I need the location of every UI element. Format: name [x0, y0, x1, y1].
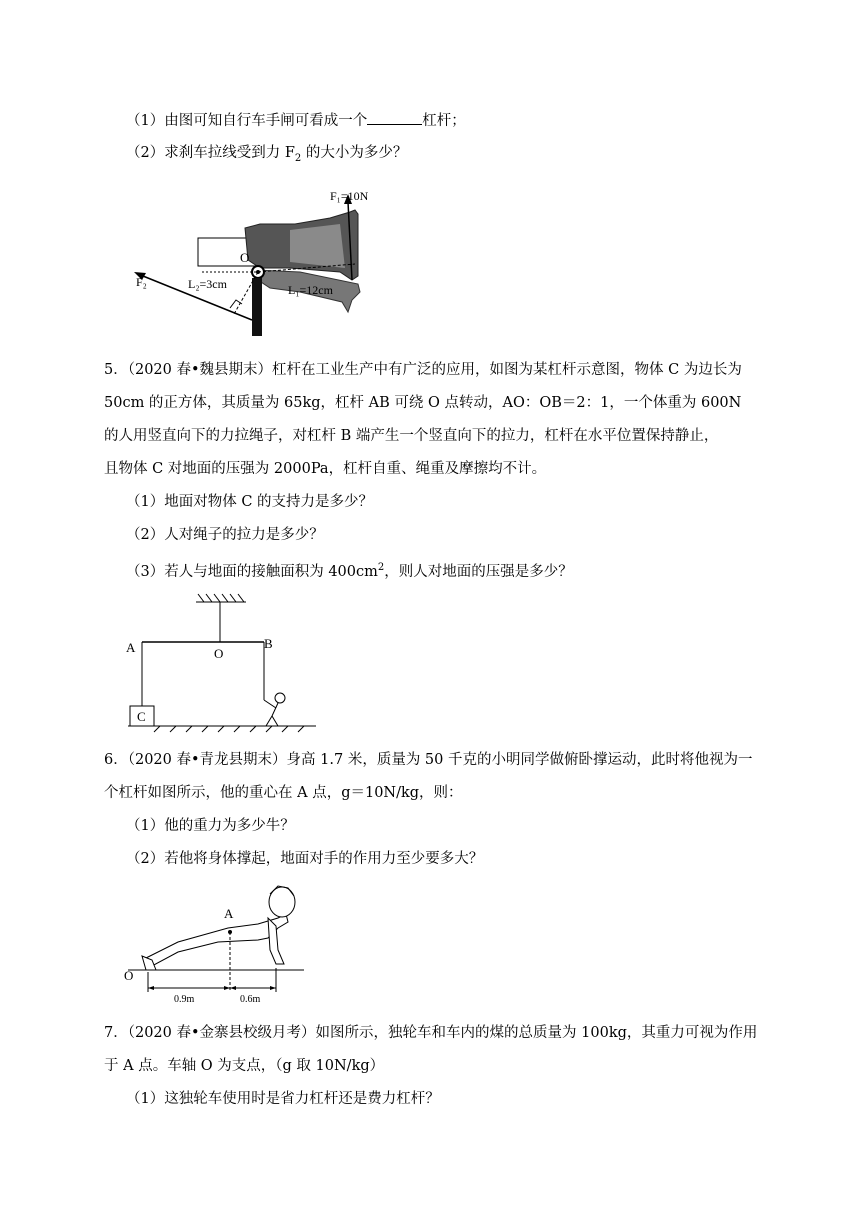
l1-label: L₁=12cm — [288, 283, 333, 297]
q5-sub1: （1）地面对物体 C 的支持力是多少？ — [126, 494, 374, 510]
f2-label: F₂ — [136, 275, 147, 289]
label-a: A — [224, 906, 234, 921]
q6-line2: 个杠杆如图所示，他的重心在 A 点，g＝10N/kg，则： — [104, 785, 463, 801]
label-a: A — [126, 640, 136, 655]
q6-line1: 6．（2020 春•青龙县期末）身高 1.7 米，质量为 50 千克的小明同学做俯卧撑运动，此时将他视为一 — [104, 752, 753, 768]
q7-line1: 7．（2020 春•金寨县校级月考）如图所示，独轮车和车内的煤的总质量为 100kg，其重力可视为作用 — [104, 1025, 758, 1041]
q6-sub1: （1）他的重力为多少牛？ — [126, 818, 295, 834]
label-o: O — [214, 646, 224, 661]
q7-line2: 于 A 点。车轴 O 为支点，（g 取 10N/kg） — [104, 1058, 385, 1074]
distance-label-2: 0.6m — [240, 994, 261, 1005]
label-b: B — [264, 636, 273, 651]
q5-line3: 的人用竖直向下的力拉绳子，对杠杆 B 端产生一个竖直向下的拉力，杠杆在水平位置保持静止， — [104, 428, 719, 444]
pushup-figure — [118, 880, 318, 1008]
f1-label: F₁=10N — [330, 189, 369, 203]
distance-label-1: 0.9m — [174, 994, 195, 1005]
q5-sub3: （3）若人与地面的接触面积为 $400cm^2$，则人对地面的压强是多少？ — [126, 562, 573, 580]
q4-sub1: （1）由图可知自行车手闸可看成一个 杠杆； — [126, 110, 466, 131]
q5-line2: 50cm 的正方体，其质量为 65kg，杠杆 AB 可绕 O 点转动，AO：OB＝2：1，一个体重为 600N — [104, 395, 742, 411]
pivot-o-label: O — [240, 250, 250, 265]
q6-sub2: （2）若他将身体撑起，地面对手的作用力至少要多大？ — [126, 851, 484, 867]
q4-sub2: （2）求刹车拉线受到力 $F_2$ 的大小为多少？ — [126, 145, 408, 164]
lever-ab-figure — [120, 592, 320, 734]
l2-label: L₂=3cm — [188, 277, 227, 291]
q7-sub1: （1）这独轮车使用时是省力杠杆还是费力杠杆？ — [126, 1091, 440, 1107]
brake-lever-figure — [130, 188, 390, 338]
blank-line — [367, 110, 422, 125]
q5-sub2: （2）人对绳子的拉力是多少？ — [126, 527, 324, 543]
q5-line1: 5．（2020 春•魏县期末）杠杆在工业生产中有广泛的应用，如图为某杠杆示意图，物体 C 为边长为 — [104, 362, 742, 378]
q5-line4: 且物体 C 对地面的压强为 2000Pa，杠杆自重、绳重及摩擦均不计。 — [104, 461, 547, 477]
label-o: O — [124, 968, 134, 983]
label-c: C — [137, 709, 146, 724]
